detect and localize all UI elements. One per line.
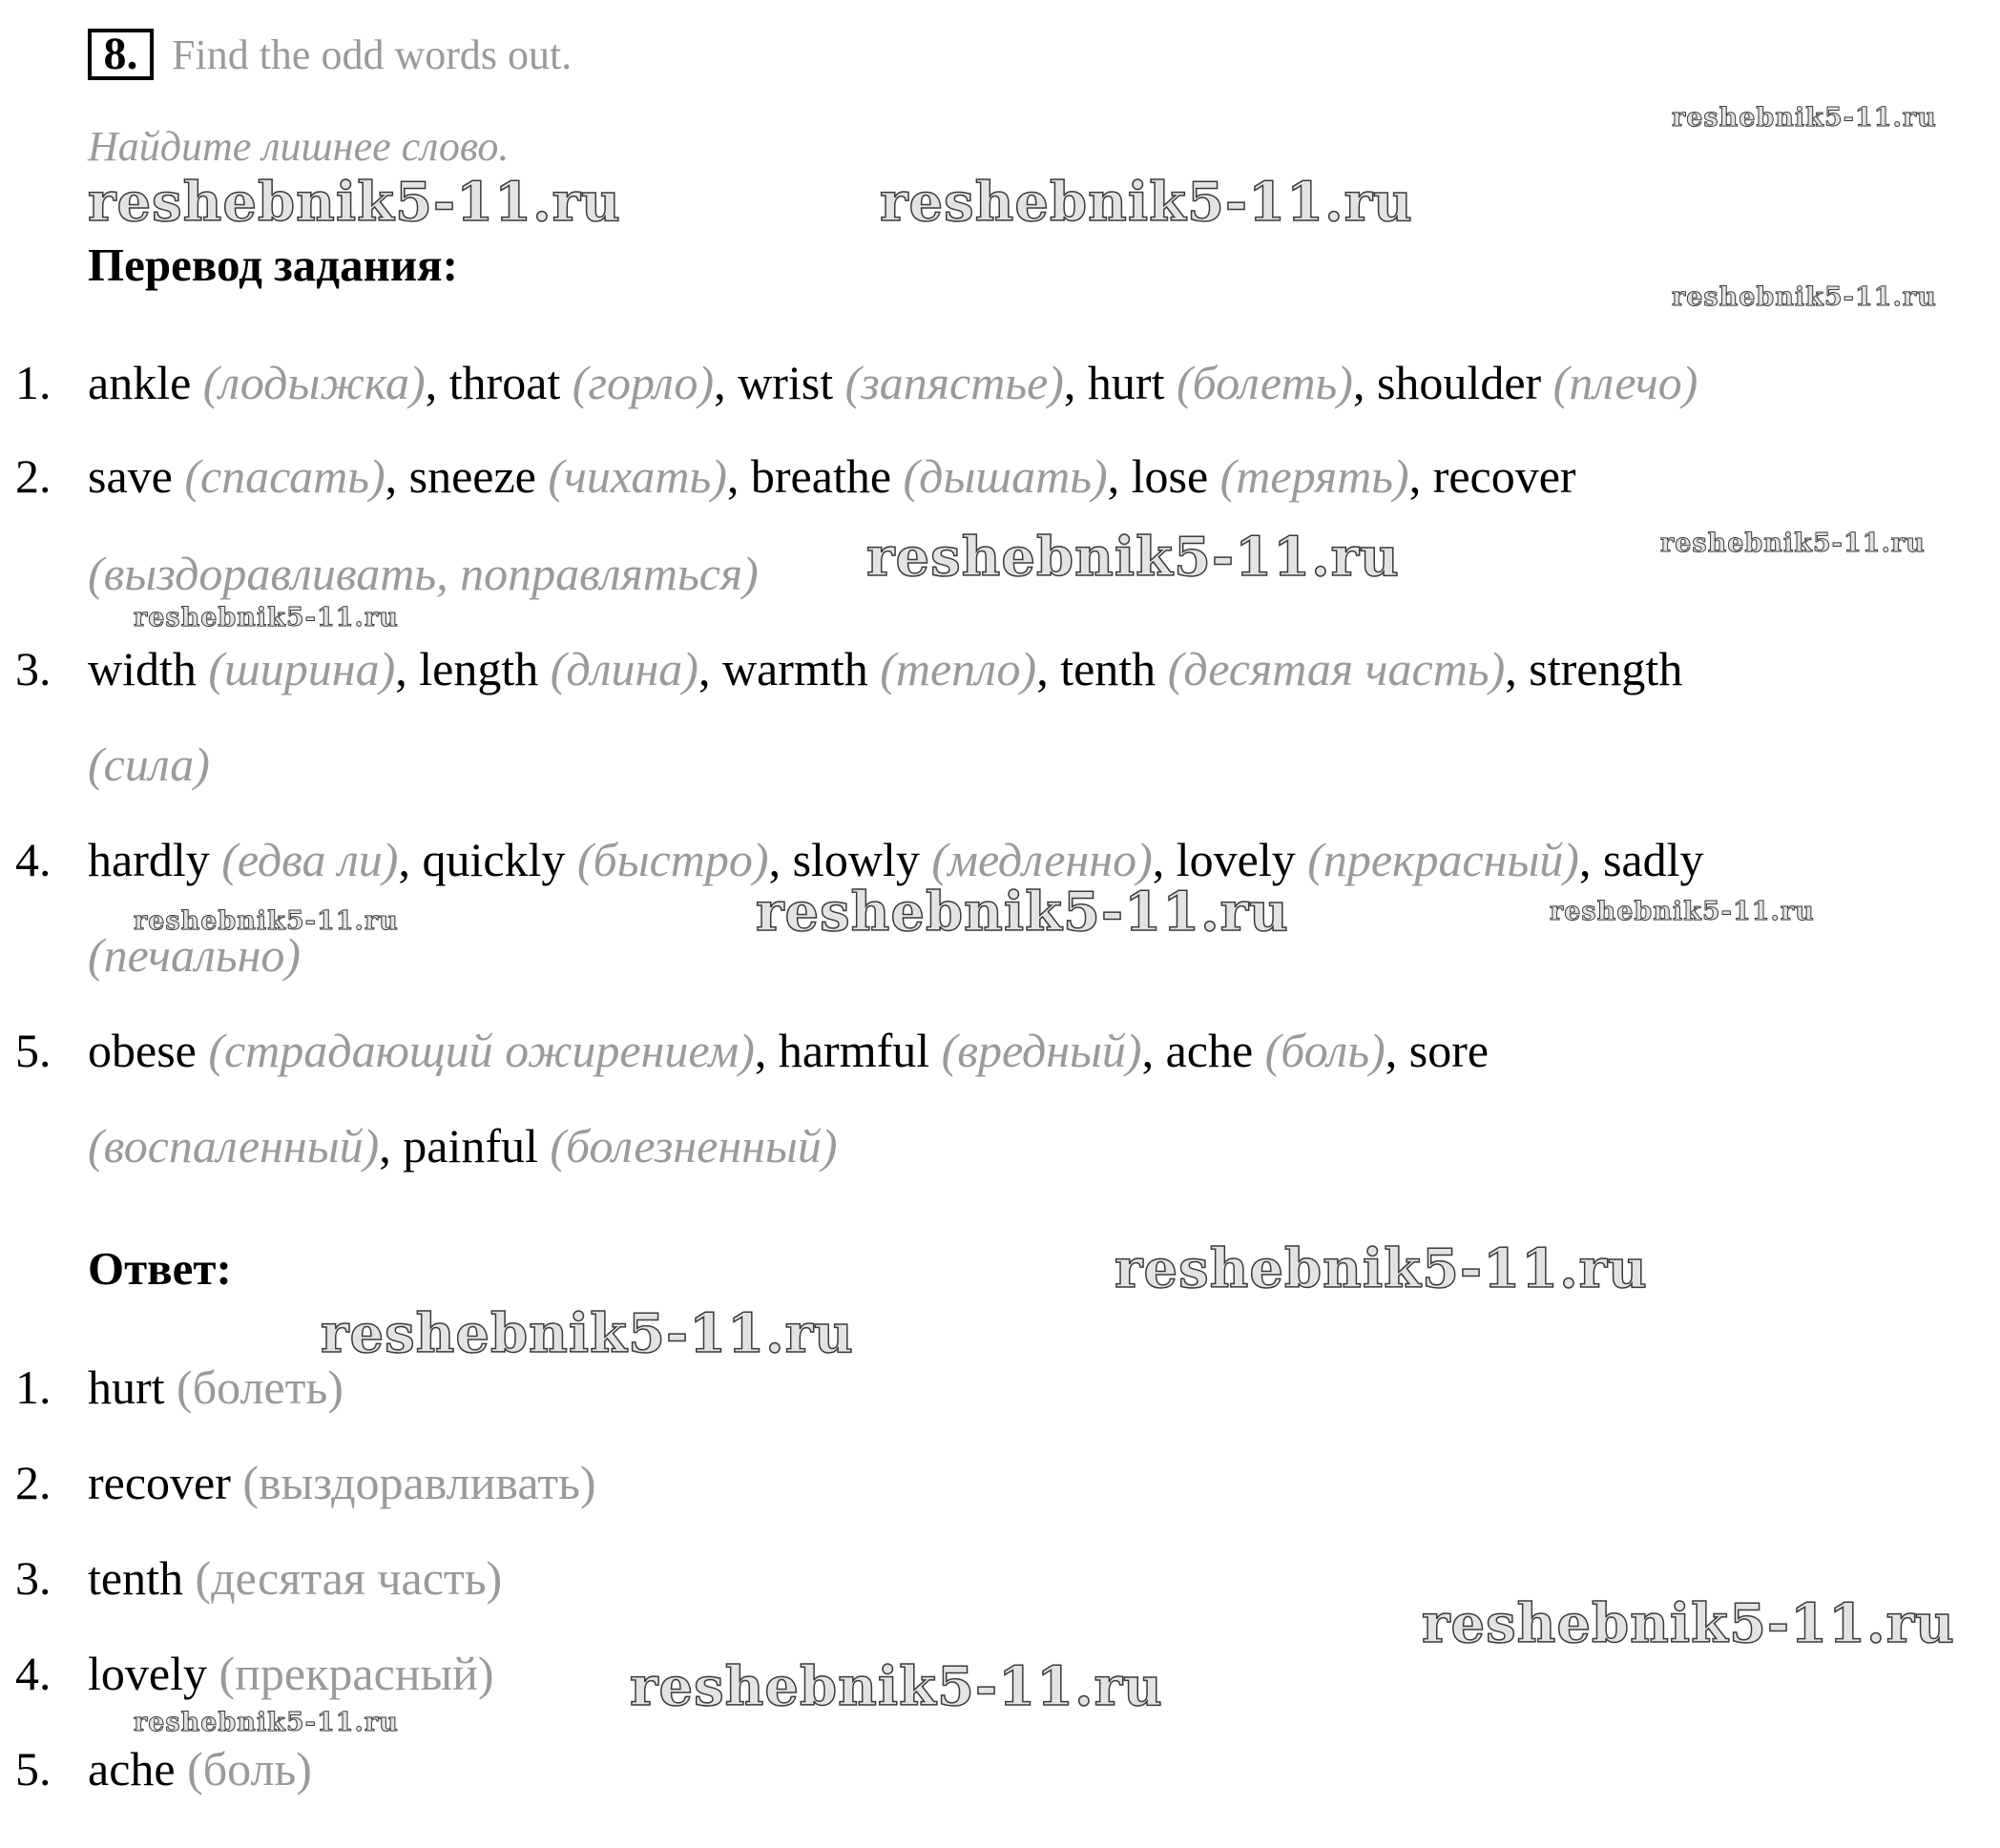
- english-word: width: [88, 642, 197, 696]
- english-word: , slowly: [768, 833, 920, 886]
- english-word: , tenth: [1036, 642, 1156, 696]
- translation-text: (сила): [88, 737, 210, 791]
- english-word: , lovely: [1152, 833, 1296, 886]
- translation-text: (ширина): [196, 642, 396, 696]
- english-word: , hurt: [1063, 356, 1165, 409]
- watermark: reshebnik5-11.ru: [134, 1708, 399, 1737]
- watermark: reshebnik5-11.ru: [1672, 103, 1937, 133]
- watermark: reshebnik5-11.ru: [1672, 282, 1937, 312]
- task-number: 8.: [88, 29, 154, 80]
- translation-text: (тепло): [867, 642, 1037, 696]
- translation-text: (воспаленный): [88, 1119, 380, 1173]
- item-line: [88, 1021, 1489, 1080]
- english-word: , ache: [1141, 1024, 1254, 1077]
- watermark: reshebnik5-11.ru: [1422, 1592, 1955, 1655]
- item-line: [88, 446, 1576, 506]
- watermark: reshebnik5-11.ru: [866, 526, 1400, 589]
- watermark: reshebnik5-11.ru: [880, 171, 1413, 234]
- answer-number: 2.: [15, 1456, 52, 1509]
- translation-text: (дышать): [891, 449, 1108, 503]
- watermark: reshebnik5-11.ru: [1115, 1237, 1648, 1300]
- answer-word: lovely: [88, 1647, 207, 1700]
- answer-word: tenth: [88, 1551, 183, 1605]
- translation-text: (терять): [1208, 449, 1409, 503]
- translation-text: (печально): [88, 928, 302, 982]
- translation-text: (вредный): [929, 1024, 1142, 1077]
- english-word: , harmful: [754, 1024, 930, 1077]
- translation-text: (длина): [538, 642, 698, 696]
- item-line: [88, 544, 759, 603]
- answer-heading: Ответ:: [88, 1242, 232, 1295]
- english-word: , recover: [1408, 449, 1576, 503]
- translation-text: (чихать): [535, 449, 727, 503]
- task-title: Find the odd words out.: [172, 31, 573, 78]
- answer-translation: (болеть): [164, 1360, 344, 1414]
- item-number: 2.: [15, 449, 52, 503]
- answer-translation: (боль): [175, 1742, 312, 1796]
- english-word: , length: [395, 642, 539, 696]
- watermark: reshebnik5-11.ru: [321, 1302, 854, 1365]
- watermark: reshebnik5-11.ru: [88, 171, 621, 234]
- item-line: [88, 1116, 838, 1175]
- watermark: reshebnik5-11.ru: [1550, 897, 1815, 926]
- item-line: [88, 353, 1698, 412]
- watermark: reshebnik5-11.ru: [1660, 529, 1926, 558]
- english-word: , warmth: [698, 642, 868, 696]
- english-word: , shoulder: [1352, 356, 1542, 409]
- translation-text: (запястье): [833, 356, 1064, 409]
- answer-word: recover: [88, 1456, 231, 1509]
- watermark: reshebnik5-11.ru: [630, 1655, 1163, 1718]
- answer-translation: (выздоравливать): [230, 1456, 596, 1509]
- english-word: , lose: [1107, 449, 1209, 503]
- translation-text: (лодыжка): [191, 356, 426, 409]
- english-word: , sadly: [1578, 833, 1704, 886]
- item-number: 3.: [15, 642, 52, 696]
- english-word: ankle: [88, 356, 192, 409]
- answer-word: ache: [88, 1742, 176, 1796]
- translation-text: (выздоравливать, поправляться): [88, 547, 759, 600]
- english-word: hardly: [88, 833, 210, 886]
- english-word: , strength: [1505, 642, 1683, 696]
- translation-text: (спасать): [172, 449, 385, 503]
- translation-heading: Перевод задания:: [88, 239, 458, 291]
- item-number: 4.: [15, 833, 52, 886]
- watermark: reshebnik5-11.ru: [756, 881, 1289, 944]
- translation-text: (страдающий ожирением): [196, 1024, 755, 1077]
- answer-translation: (десятая часть): [182, 1551, 503, 1605]
- watermark: reshebnik5-11.ru: [134, 603, 399, 633]
- english-word: , quickly: [398, 833, 566, 886]
- answer-translation: (прекрасный): [206, 1647, 494, 1700]
- translation-text: (горло): [560, 356, 715, 409]
- answer-word: hurt: [88, 1360, 165, 1414]
- translation-text: (едва ли): [209, 833, 399, 886]
- translation-text: (болезненный): [537, 1119, 838, 1173]
- item-line: [88, 639, 1682, 698]
- task-subtitle-ru: Найдите лишнее слово.: [88, 123, 510, 170]
- translation-text: (болеть): [1164, 356, 1353, 409]
- item-number: 5.: [15, 1024, 52, 1077]
- item-line: [88, 735, 210, 794]
- translation-text: (медленно): [919, 833, 1153, 886]
- english-word: save: [88, 449, 173, 503]
- translation-text: (боль): [1253, 1024, 1385, 1077]
- answer-number: 1.: [15, 1360, 52, 1414]
- english-word: obese: [88, 1024, 197, 1077]
- answer-number: 4.: [15, 1647, 52, 1700]
- translation-text: (десятая часть): [1156, 642, 1506, 696]
- english-word: , sneeze: [385, 449, 536, 503]
- translation-text: (быстро): [565, 833, 769, 886]
- english-word: , breathe: [726, 449, 892, 503]
- translation-text: (плечо): [1541, 356, 1698, 409]
- translation-text: (прекрасный): [1295, 833, 1579, 886]
- watermark: reshebnik5-11.ru: [134, 906, 399, 936]
- english-word: , throat: [425, 356, 561, 409]
- answer-number: 5.: [15, 1742, 52, 1796]
- item-number: 1.: [15, 356, 52, 409]
- english-word: , wrist: [714, 356, 834, 409]
- english-word: , painful: [379, 1119, 538, 1173]
- english-word: , sore: [1385, 1024, 1490, 1077]
- answer-number: 3.: [15, 1551, 52, 1605]
